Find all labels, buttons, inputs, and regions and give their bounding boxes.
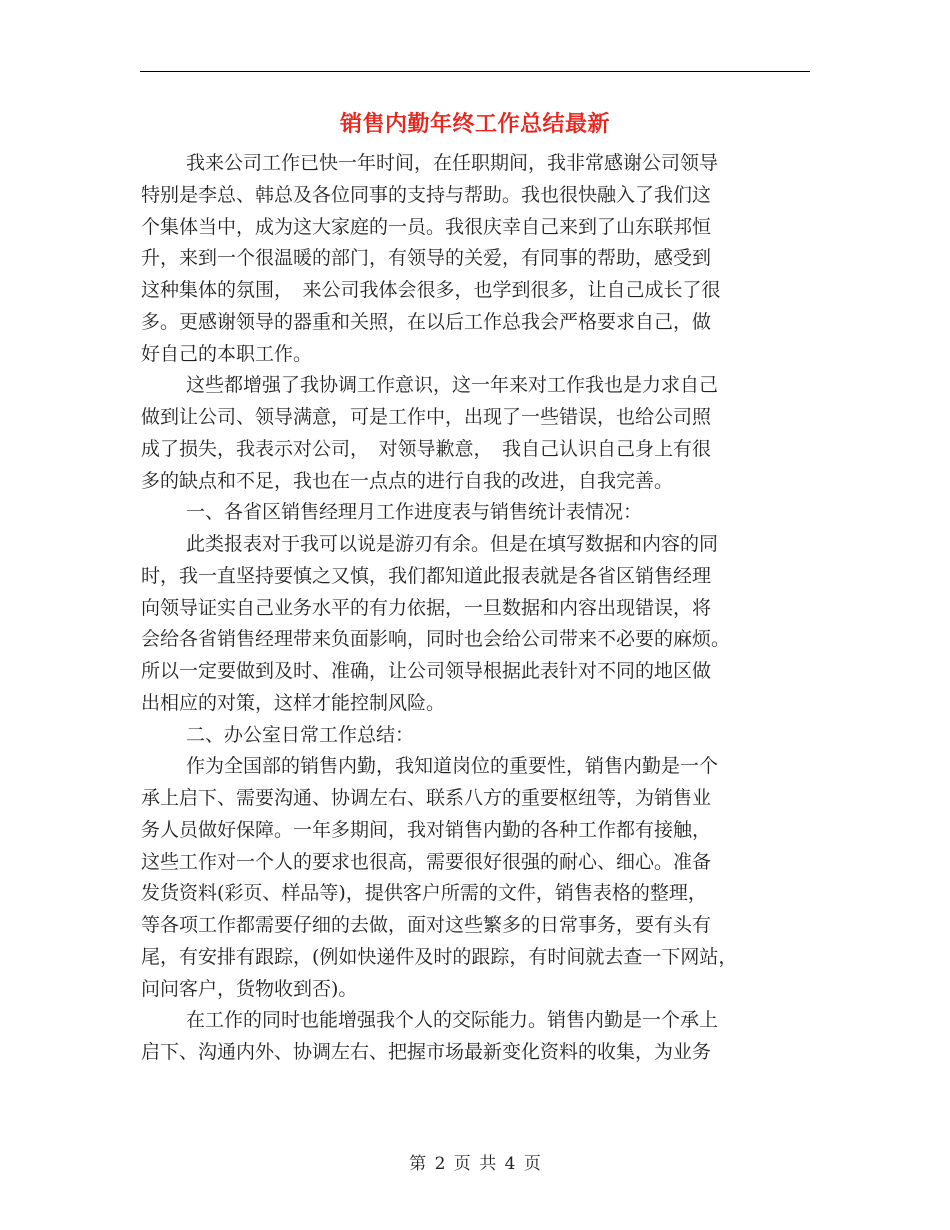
body-line: 问问客户，货物收到否)。	[141, 977, 358, 1000]
body-line: 作为全国部的销售内勤，我知道岗位的重要性，销售内勤是一个	[186, 755, 719, 778]
body-line: 成了损失，我表示对公司， 对领导歉意， 我自己认识自己身上有很	[141, 437, 712, 460]
body-line: 这种集体的氛围， 来公司我体会很多，也学到很多，让自己成长了很	[141, 279, 721, 301]
body-line: 所以一定要做到及时、准确，让公司领导根据此表针对不同的地区做	[141, 660, 712, 682]
body-line: 出相应的对策，这样才能控制风险。	[141, 691, 446, 714]
body-line: 多。更感谢领导的器重和关照，在以后工作总我会严格要求自己，做	[141, 310, 712, 333]
body-line: 等各项工作都需要仔细的去做，面对这些繁多的日常事务，要有头有	[141, 914, 712, 936]
body-line: 发货资料(彩页、样品等)，提供客户所需的文件，销售表格的整理，	[141, 882, 707, 905]
body-line: 好自己的本职工作。	[141, 342, 313, 365]
body-line: 个集体当中，成为这大家庭的一员。我很庆幸自己来到了山东联邦恒	[141, 215, 712, 238]
body-line: 多的缺点和不足，我也在一点点的进行自我的改进，自我完善。	[141, 469, 674, 492]
body-line: 时，我一直坚持要慎之又慎，我们都知道此报表就是各省区销售经理	[141, 564, 712, 587]
document-title: 销售内勤年终工作总结最新	[339, 112, 610, 137]
body-line: 尾，有安排有跟踪，(例如快递件及时的跟踪，有时间就去查一下网站，	[141, 945, 738, 968]
body-line: 承上启下、需要沟通、协调左右、联系八方的重要枢纽等，为销售业	[141, 787, 712, 809]
body-line: 升，来到一个很温暖的部门，有领导的关爱，有同事的帮助，感受到	[141, 247, 712, 270]
body-line: 做到让公司、领导满意，可是工作中，出现了一些错误，也给公司照	[141, 406, 712, 428]
page-number: 第 2 页 共 4 页	[409, 1154, 541, 1174]
body-line: 特别是李总、韩总及各位同事的支持与帮助。我也很快融入了我们这	[141, 183, 712, 206]
document-body	[141, 148, 813, 1069]
body-line: 这些工作对一个人的要求也很高，需要很好很强的耐心、细心。准备	[141, 850, 712, 873]
body-line: 启下、沟通内外、协调左右、把握市场最新变化资料的收集，为业务	[141, 1041, 712, 1063]
body-line: 我来公司工作已快一年时间，在任职期间，我非常感谢公司领导	[186, 152, 719, 174]
body-line: 务人员做好保障。一年多期间，我对销售内勤的各种工作都有接触，	[141, 818, 712, 841]
body-line: 这些都增强了我协调工作意识，这一年来对工作我也是力求自己	[186, 374, 719, 397]
body-line: 在工作的同时也能增强我个人的交际能力。销售内勤是一个承上	[186, 1009, 719, 1032]
header-rule	[140, 71, 810, 72]
body-line: 向领导证实自己业务水平的有力依据，一旦数据和内容出现错误，将	[141, 596, 712, 619]
body-line: 此类报表对于我可以说是游刃有余。但是在填写数据和内容的同	[186, 533, 719, 555]
body-line: 二、办公室日常工作总结：	[186, 723, 415, 746]
body-line: 会给各省销售经理带来负面影响，同时也会给公司带来不必要的麻烦。	[141, 628, 731, 651]
body-line: 一、各省区销售经理月工作进度表与销售统计表情况：	[186, 501, 643, 524]
